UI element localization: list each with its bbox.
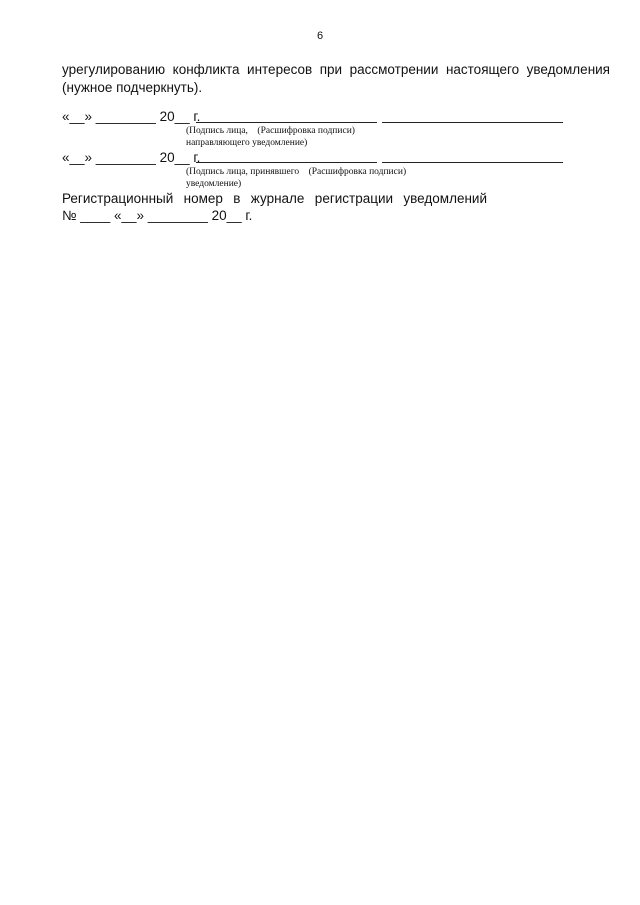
registration-line-1: Регистрационный номер в журнале регистрации уведомлений <box>62 191 487 206</box>
date-line-2: «__» ________ 20__ г. <box>62 150 201 165</box>
registration-line-2: № ____ «__» ________ 20__ г. <box>62 208 253 223</box>
name-decoding-line-2 <box>382 162 563 163</box>
caption-1-line-2: направляющего уведомление) <box>186 138 308 148</box>
page-number: 6 <box>316 30 324 42</box>
signature-line-2 <box>196 162 377 163</box>
caption-2-line-1: (Подпись лица, принявшего (Расшифровка подписи) <box>186 167 407 177</box>
date-line-1: «__» ________ 20__ г. <box>62 109 201 124</box>
caption-1-line-1: (Подпись лица, (Расшифровка подписи) <box>186 126 355 136</box>
paragraph-line-1: урегулированию конфликта интересов при рассмотрении настоящего уведомления <box>62 62 610 77</box>
name-decoding-line-1 <box>382 122 563 123</box>
paragraph-line-2: (нужное подчеркнуть). <box>62 80 203 95</box>
caption-2-line-2: уведомление) <box>186 179 242 189</box>
signature-line-1 <box>196 122 377 123</box>
